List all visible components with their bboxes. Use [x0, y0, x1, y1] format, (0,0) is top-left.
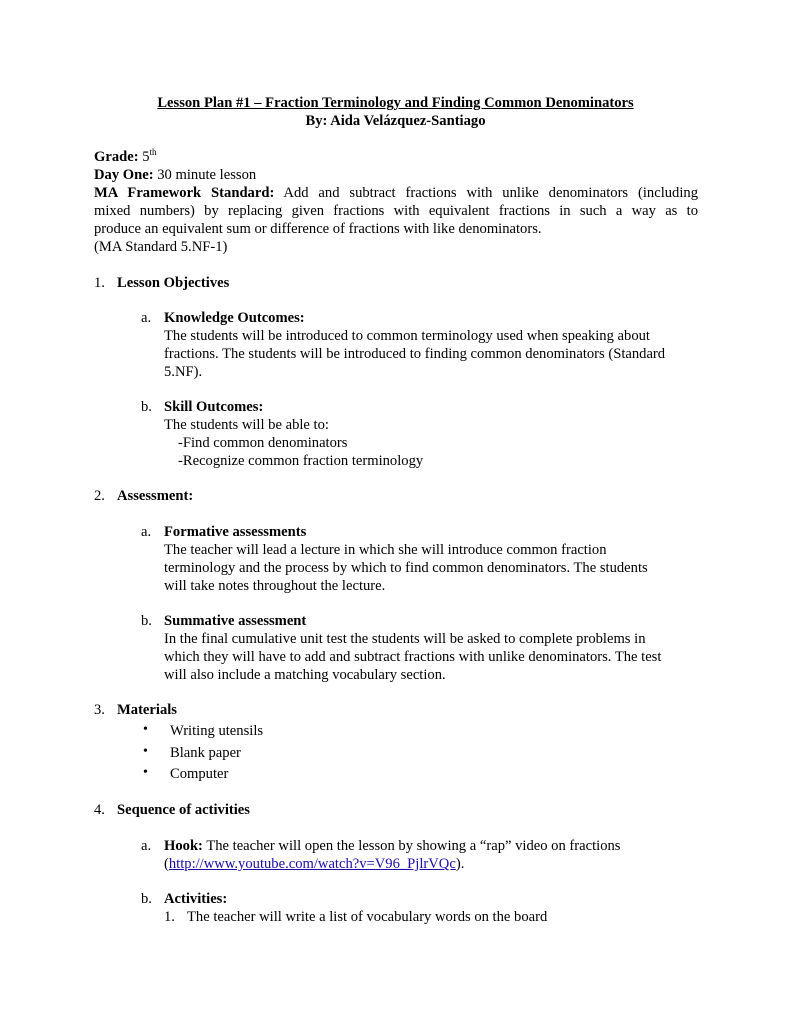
section-1b-item-1: -Find common denominators [178, 435, 348, 451]
section-2a-marker: a. [141, 524, 152, 540]
day-one-line [94, 166, 256, 184]
framework-line-1 [94, 184, 698, 202]
section-1-number: 1. [94, 275, 105, 291]
framework-standard: (MA Standard 5.NF-1) [94, 239, 228, 255]
section-1a-marker: a. [141, 310, 152, 326]
hook-text: The teacher will open the lesson by showing a “rap” video on fractions [206, 838, 621, 854]
section-1a-line-1: The students will be introduced to common terminology used when speaking about [164, 328, 650, 344]
framework-label: MA Framework Standard: [94, 185, 275, 201]
section-1a-line-2: fractions. The students will be introduced to finding common denominators (Standard [164, 346, 666, 362]
section-2a-line-2: terminology and the process by which to find common denominators. The students [164, 560, 648, 576]
section-1a-line-3: 5.NF). [164, 364, 203, 380]
section-2b-marker: b. [141, 613, 152, 629]
section-2-heading: Assessment: [117, 488, 194, 504]
activity-item-number: 1. [164, 909, 175, 925]
grade-suffix: th [149, 147, 157, 157]
materials-item: Blank paper [170, 745, 241, 761]
section-4b-heading: Activities: [164, 891, 228, 907]
section-2a-line-3: will take notes throughout the lecture. [164, 578, 386, 594]
grade-line [94, 148, 157, 166]
day-one-value: 30 minute lesson [157, 167, 257, 183]
grade-label: Grade: [94, 149, 139, 165]
day-one-label: Day One: [94, 167, 154, 183]
bullet-icon: • [143, 744, 148, 759]
materials-item: Computer [170, 766, 229, 782]
bullet-icon: • [143, 722, 148, 737]
grade-value: 5 [142, 149, 150, 165]
hook-label: Hook: [164, 838, 203, 854]
section-3-number: 3. [94, 702, 105, 718]
section-2a-heading: Formative assessments [164, 524, 307, 540]
framework-line-2: mixed numbers) by replacing given fractions with equivalent fractions in such a way as to [94, 203, 698, 219]
section-4b-marker: b. [141, 891, 152, 907]
section-1b-item-2: -Recognize common fraction terminology [178, 453, 424, 469]
materials-item: Writing utensils [170, 723, 264, 739]
section-4a-marker: a. [141, 838, 152, 854]
section-4-heading: Sequence of activities [117, 802, 250, 818]
paren-close: ). [455, 856, 465, 872]
section-1-heading: Lesson Objectives [117, 275, 230, 291]
framework-text-1: Add and subtract fractions with unlike denominators (including [283, 185, 698, 201]
section-1a-heading: Knowledge Outcomes: [164, 310, 305, 326]
page-title: Lesson Plan #1 – Fraction Terminology and Finding Common Denominators [157, 95, 634, 111]
section-2-number: 2. [94, 488, 105, 504]
section-2b-line-1: In the final cumulative unit test the students will be asked to complete problems in [164, 631, 646, 647]
paren-open: ( [164, 856, 169, 872]
section-2a-line-1: The teacher will lead a lecture in which she will introduce common fraction [164, 542, 607, 558]
section-4a-line-2 [164, 855, 464, 873]
section-2b-heading: Summative assessment [164, 613, 307, 629]
section-3-heading: Materials [117, 702, 177, 718]
section-1b-heading: Skill Outcomes: [164, 399, 264, 415]
section-2b-line-3: will also include a matching vocabulary section. [164, 667, 446, 683]
section-4-number: 4. [94, 802, 105, 818]
bullet-icon: • [143, 765, 148, 780]
author-line: By: Aida Velázquez-Santiago [305, 113, 486, 129]
activity-item-text: The teacher will write a list of vocabulary words on the board [187, 909, 548, 925]
section-4a-line-1 [164, 837, 620, 855]
framework-line-3: produce an equivalent sum or difference of fractions with like denominators. [94, 221, 542, 237]
video-link[interactable]: http://www.youtube.com/watch?v=V96_PjlrVQc [168, 856, 456, 872]
section-1b-line-1: The students will be able to: [164, 417, 329, 433]
section-1b-marker: b. [141, 399, 152, 415]
section-2b-line-2: which they will have to add and subtract fractions with unlike denominators. The test [164, 649, 662, 665]
